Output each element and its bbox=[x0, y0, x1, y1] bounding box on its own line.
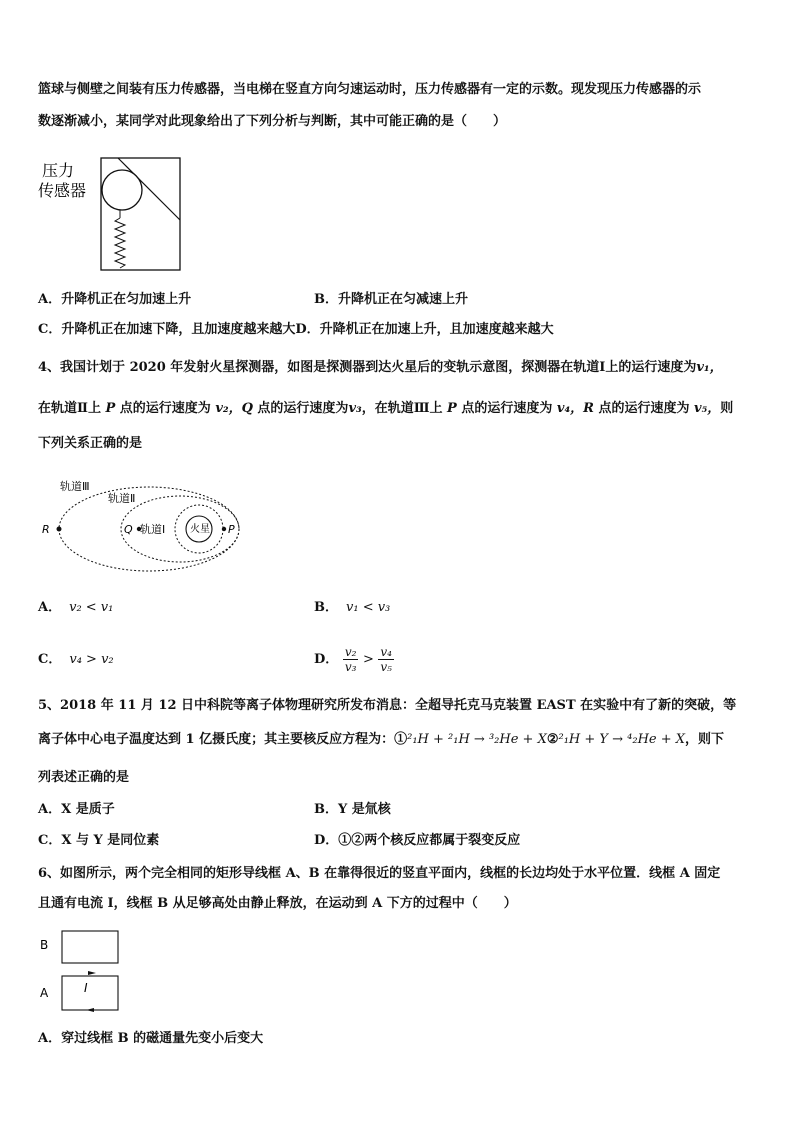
q4-option-d-label: D． bbox=[314, 652, 339, 667]
fig-orbit2-label: 轨道Ⅱ bbox=[108, 492, 136, 505]
q5-eq2-mark: ② bbox=[546, 732, 559, 747]
q3-option-a: A．升降机正在匀加速上升 bbox=[38, 292, 192, 307]
q4-line2-v4: v₄， bbox=[556, 401, 584, 416]
q4-option-b-expr: v₁ < v₃ bbox=[346, 600, 391, 615]
q5-eq1-mark: ① bbox=[394, 732, 408, 747]
q4-line2-p2: P bbox=[447, 401, 457, 416]
q4-stem-line1 bbox=[38, 360, 723, 376]
q5-line2-suffix: ，则下 bbox=[685, 732, 725, 747]
orbit-diagram bbox=[36, 472, 246, 572]
q4-option-c-expr: v₄ > v₂ bbox=[69, 652, 114, 667]
q4-line2-g: 则 bbox=[720, 401, 734, 416]
q4-option-b bbox=[314, 600, 390, 616]
q4-line2-b: 点的运行速度为 bbox=[115, 401, 216, 416]
q6-stem-line2: 且通有电流 I，线框 B 从足够高处由静止释放，在运动到 A 下方的过程中（ ） bbox=[38, 896, 517, 911]
q5-option-a: A．X 是质子 bbox=[38, 802, 115, 817]
q4-option-a-label: A． bbox=[38, 600, 62, 615]
fig-orbit3-label: 轨道Ⅲ bbox=[60, 480, 90, 493]
q5-line2-prefix: 离子体中心电子温度达到 1 亿摄氏度；其主要核反应方程为： bbox=[38, 732, 395, 747]
q5-eq2: ²₁H + Y → ⁴₂He + X bbox=[558, 732, 686, 747]
q5-stem-line3: 列表述正确的是 bbox=[38, 770, 130, 785]
fig-frame-a-label: A bbox=[40, 986, 49, 1000]
q5-stem-line2 bbox=[38, 732, 724, 748]
q4-line1-var: v₁， bbox=[696, 360, 723, 375]
fig-frame-b-label: B bbox=[40, 938, 49, 952]
q4-line2-f: 点的运行速度为 bbox=[593, 401, 695, 416]
fig-r-label: R bbox=[42, 523, 50, 536]
q4-option-c bbox=[38, 652, 114, 668]
q5-option-d: D．①②两个核反应都属于裂变反应 bbox=[314, 833, 521, 848]
q5-eq1: ²₁H + ²₁H → ³₂He + X bbox=[407, 732, 547, 747]
q4-line2-v3: v₃ bbox=[348, 401, 362, 416]
q4-option-d-frac1: $\frac{\text{v₂}}{\text{v₃}}$ bbox=[344, 645, 357, 674]
q4-option-c-label: C． bbox=[38, 652, 62, 667]
q3-option-b: B．升降机正在匀减速上升 bbox=[314, 292, 468, 307]
q4-line2-c: 点的运行速度为 bbox=[252, 401, 349, 416]
q3-stem-line1: 篮球与侧壁之间装有压力传感器，当电梯在竖直方向匀速运动时，压力传感器有一定的示数。现发现压力传感器的示 bbox=[38, 82, 702, 97]
figure-label-line1: 压力 bbox=[42, 161, 75, 180]
pressure-sensor-figure bbox=[36, 152, 186, 272]
q4-line2-a: 在轨道Ⅱ上 bbox=[38, 401, 106, 416]
fig-orbit1-label: 轨道Ⅰ bbox=[140, 523, 166, 536]
q4-option-b-label: B． bbox=[314, 600, 338, 615]
q4-line2-v5: v₅， bbox=[694, 401, 721, 416]
coil-frames-figure bbox=[36, 925, 126, 1017]
q4-line2-p: P bbox=[105, 401, 116, 416]
q4-line2-e: 点的运行速度为 bbox=[456, 401, 557, 416]
q4-line2-d: ，在轨道Ⅲ上 bbox=[361, 401, 448, 416]
q6-option-a: A．穿过线框 B 的磁通量先变小后变大 bbox=[38, 1031, 264, 1046]
q4-line1-text: 4、我国计划于 2020 年发射火星探测器，如图是探测器到达火星后的变轨示意图，探测器在轨道Ⅰ上的运行速度为 bbox=[38, 360, 697, 375]
q4-line2-v2: v₂， bbox=[215, 401, 242, 416]
q3-stem-line2: 数逐渐减小，某同学对此现象给出了下列分析与判断，其中可能正确的是（ ） bbox=[38, 114, 507, 129]
q4-line2-q: Q bbox=[241, 401, 253, 416]
q5-stem-line1: 5、2018 年 11 月 12 日中科院等离子体物理研究所发布消息：全超导托克马克装置 EAST 在实验中有了新的突破，等 bbox=[38, 698, 737, 713]
q4-option-a-expr: v₂ < v₁ bbox=[69, 600, 114, 615]
q5-option-b: B．Y 是氚核 bbox=[314, 802, 391, 817]
q4-option-a bbox=[38, 600, 113, 616]
fig-mars-label: 火星 bbox=[190, 524, 210, 535]
fig-q-label: Q bbox=[124, 523, 133, 536]
q4-line2-r: R bbox=[583, 401, 594, 416]
figure-label-line2: 传感器 bbox=[38, 181, 87, 200]
q4-option-d-op: > bbox=[362, 652, 374, 667]
q5-option-c: C．X 与 Y 是同位素 bbox=[38, 833, 160, 848]
q4-stem-line2 bbox=[38, 401, 733, 417]
fig-current-label: I bbox=[84, 981, 88, 995]
q4-option-d-frac2: $\frac{\text{v₄}}{\text{v₅}}$ bbox=[380, 645, 392, 674]
q4-stem-line3: 下列关系正确的是 bbox=[38, 436, 143, 451]
q6-stem-line1: 6、如图所示，两个完全相同的矩形导线框 A、B 在靠得很近的竖直平面内，线框的长边均处于水平位置．线框 A 固定 bbox=[38, 866, 721, 881]
q3-option-cd: C．升降机正在加速下降，且加速度越来越大D．升降机正在加速上升，且加速度越来越大 bbox=[38, 322, 554, 337]
fig-p-label: P bbox=[228, 523, 235, 536]
q4-option-d bbox=[314, 640, 394, 680]
